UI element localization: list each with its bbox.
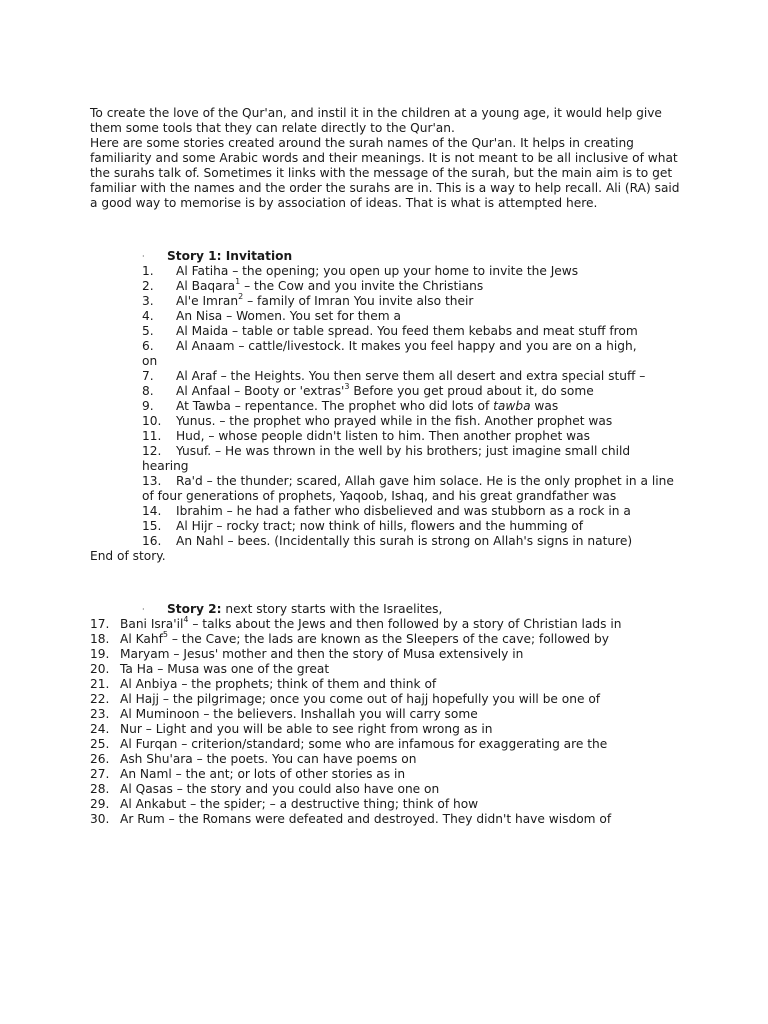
list-item-number: 1. bbox=[142, 264, 154, 278]
list-item-text: Ash Shu'ara – the poets. You can have poems on bbox=[120, 752, 417, 766]
story-2-heading bbox=[90, 602, 680, 617]
list-item bbox=[90, 737, 680, 752]
list-item-number: 14. bbox=[142, 504, 162, 518]
list-item-text: Al Araf – the Heights. You then serve them all desert and extra special stuff – bbox=[176, 369, 646, 383]
story-1-title: Story 1: Invitation bbox=[167, 249, 293, 263]
story-2-subtitle: next story starts with the Israelites, bbox=[221, 602, 443, 616]
story-1 bbox=[90, 249, 680, 564]
footnote-marker: 5 bbox=[162, 630, 168, 639]
story-1-list bbox=[90, 264, 680, 549]
list-item bbox=[90, 279, 680, 294]
list-item bbox=[90, 662, 680, 677]
list-item-continuation: hearing bbox=[142, 459, 189, 473]
list-item-text: Al Kahf bbox=[120, 632, 163, 646]
list-item-number: 30. bbox=[90, 812, 110, 826]
list-item bbox=[90, 339, 680, 354]
list-item-number: 5. bbox=[142, 324, 154, 338]
list-item-text: Bani Isra'il bbox=[120, 617, 184, 631]
list-item bbox=[90, 369, 680, 384]
document-page bbox=[90, 106, 680, 827]
list-item bbox=[90, 782, 680, 797]
list-item-text: An Nahl – bees. (Incidentally this surah is strong on Allah's signs in nature) bbox=[176, 534, 633, 548]
list-item bbox=[90, 504, 680, 519]
list-item-number: 2. bbox=[142, 279, 154, 293]
intro bbox=[90, 106, 680, 211]
list-item-continuation: on bbox=[142, 354, 158, 368]
list-item-text: Ra'd – the thunder; scared, Allah gave him solace. He is the only prophet in a line of four generations of prophets, Yaqoob, Ishaq, and his great grandfather was bbox=[142, 474, 678, 503]
list-item-number: 12. bbox=[142, 444, 162, 458]
list-item bbox=[90, 767, 680, 782]
list-item-emphasis: tawba bbox=[493, 399, 531, 413]
list-item-text: Yusuf. – He was thrown in the well by his brothers; just imagine small child bbox=[176, 444, 631, 458]
list-item-text-end: – talks about the Jews and then followed by a story of Christian lads in bbox=[188, 617, 622, 631]
list-item-text: Al Hijr – rocky tract; now think of hills, flowers and the humming of bbox=[176, 519, 584, 533]
footnote-marker: 4 bbox=[183, 615, 189, 624]
list-item-number: 13. bbox=[142, 474, 162, 488]
list-item-text: Al Baqara bbox=[176, 279, 236, 293]
list-item-number: 25. bbox=[90, 737, 110, 751]
list-item-text-end: Before you get proud about it, do some bbox=[349, 384, 594, 398]
list-item-text: Al Qasas – the story and you could also have one on bbox=[120, 782, 440, 796]
list-item-number: 19. bbox=[90, 647, 110, 661]
list-item-number: 3. bbox=[142, 294, 154, 308]
list-item-number: 7. bbox=[142, 369, 154, 383]
list-item-number: 29. bbox=[90, 797, 110, 811]
list-item-text: Al'e Imran bbox=[176, 294, 239, 308]
list-item-number: 8. bbox=[142, 384, 154, 398]
list-item bbox=[90, 707, 680, 722]
list-item-text: Al Muminoon – the believers. Inshallah you will carry some bbox=[120, 707, 478, 721]
list-item-text: Al Ankabut – the spider; – a destructive thing; think of how bbox=[120, 797, 479, 811]
list-item-number: 18. bbox=[90, 632, 110, 646]
list-item-text: Ar Rum – the Romans were defeated and destroyed. They didn't have wisdom of bbox=[120, 812, 612, 826]
list-item-text: Ibrahim – he had a father who disbelieved and was stubborn as a rock in a bbox=[176, 504, 631, 518]
list-item bbox=[90, 617, 680, 632]
list-item-number: 15. bbox=[142, 519, 162, 533]
list-item bbox=[90, 309, 680, 324]
list-item-number: 22. bbox=[90, 692, 110, 706]
list-item bbox=[90, 444, 680, 459]
list-item-text: At Tawba – repentance. The prophet who did lots of bbox=[176, 399, 494, 413]
list-item-text: Al Furqan – criterion/standard; some who are infamous for exaggerating are the bbox=[120, 737, 608, 751]
list-item-number: 26. bbox=[90, 752, 110, 766]
list-item-text: Al Hajj – the pilgrimage; once you come out of hajj hopefully you will be one of bbox=[120, 692, 601, 706]
list-item bbox=[90, 429, 680, 444]
list-item-text: Ta Ha – Musa was one of the great bbox=[120, 662, 330, 676]
list-item-number: 10. bbox=[142, 414, 162, 428]
footnote-marker: 3 bbox=[344, 382, 350, 391]
list-item-number: 27. bbox=[90, 767, 110, 781]
list-item-number: 28. bbox=[90, 782, 110, 796]
list-item bbox=[90, 647, 680, 662]
footnote-marker: 2 bbox=[238, 292, 244, 301]
story-2-list bbox=[90, 617, 680, 827]
list-item bbox=[90, 797, 680, 812]
list-item-text: Al Fatiha – the opening; you open up your home to invite the Jews bbox=[176, 264, 579, 278]
list-item-text-end: – the Cave; the lads are known as the Sleepers of the cave; followed by bbox=[167, 632, 609, 646]
list-item-number: 6. bbox=[142, 339, 154, 353]
list-item-number: 4. bbox=[142, 309, 154, 323]
list-item bbox=[90, 414, 680, 429]
list-item-text: Al Anfaal – Booty or 'extras' bbox=[176, 384, 345, 398]
list-item-text: Al Anaam – cattle/livestock. It makes you feel happy and you are on a high, bbox=[176, 339, 637, 353]
footnote-marker: 1 bbox=[235, 277, 241, 286]
list-item-text-end: – family of Imran You invite also their bbox=[243, 294, 474, 308]
list-item-text: Nur – Light and you will be able to see right from wrong as in bbox=[120, 722, 493, 736]
list-item-text: Yunus. – the prophet who prayed while in the fish. Another prophet was bbox=[176, 414, 613, 428]
list-item-number: 20. bbox=[90, 662, 110, 676]
list-item bbox=[90, 722, 680, 737]
list-item-number: 17. bbox=[90, 617, 110, 631]
list-item-text: An Naml – the ant; or lots of other stories as in bbox=[120, 767, 406, 781]
list-item-number: 21. bbox=[90, 677, 110, 691]
story-2-title: Story 2: bbox=[167, 602, 222, 616]
list-item bbox=[90, 294, 680, 309]
intro-paragraph-1: To create the love of the Qur'an, and instil it in the children at a young age, it would help give them some tools that they can relate directly to the Qur'an. bbox=[90, 106, 662, 135]
list-item-number: 24. bbox=[90, 722, 110, 736]
list-item-text: Maryam – Jesus' mother and then the story of Musa extensively in bbox=[120, 647, 524, 661]
list-item-text: Al Anbiya – the prophets; think of them and think of bbox=[120, 677, 437, 691]
list-item bbox=[90, 632, 680, 647]
list-item bbox=[90, 519, 680, 534]
bullet-icon: · bbox=[142, 605, 145, 614]
story-1-end: End of story. bbox=[90, 549, 166, 563]
list-item-number: 16. bbox=[142, 534, 162, 548]
list-item-text: Al Maida – table or table spread. You feed them kebabs and meat stuff from bbox=[176, 324, 638, 338]
list-item-text: Hud, – whose people didn't listen to him. Then another prophet was bbox=[176, 429, 590, 443]
list-item bbox=[90, 399, 680, 414]
list-item-number: 11. bbox=[142, 429, 162, 443]
list-item bbox=[90, 264, 680, 279]
story-2 bbox=[90, 602, 680, 827]
list-item bbox=[90, 692, 680, 707]
bullet-icon: · bbox=[142, 252, 145, 261]
intro-paragraph-2: Here are some stories created around the surah names of the Qur'an. It helps in creating familiarity and some Arabic words and their meanings. It is not meant to be all inclusive of what the surahs talk of. Sometimes it links with the message of the surah, but the main aim is to get familiar with the names and the order the surahs are in. This is a way to help recall. Ali (RA) said a good way to memorise is by association of ideas. That is what is attempted here. bbox=[90, 136, 680, 210]
story-1-heading bbox=[90, 249, 680, 264]
list-item-text-end: was bbox=[530, 399, 559, 413]
list-item-text-end: – the Cow and you invite the Christians bbox=[240, 279, 484, 293]
list-item bbox=[90, 384, 680, 399]
list-item-number: 23. bbox=[90, 707, 110, 721]
list-item-text: An Nisa – Women. You set for them a bbox=[176, 309, 401, 323]
list-item-number: 9. bbox=[142, 399, 154, 413]
list-item bbox=[90, 534, 680, 549]
list-item bbox=[90, 752, 680, 767]
list-item bbox=[90, 677, 680, 692]
list-item bbox=[90, 474, 680, 504]
list-item bbox=[90, 812, 680, 827]
list-item bbox=[90, 324, 680, 339]
